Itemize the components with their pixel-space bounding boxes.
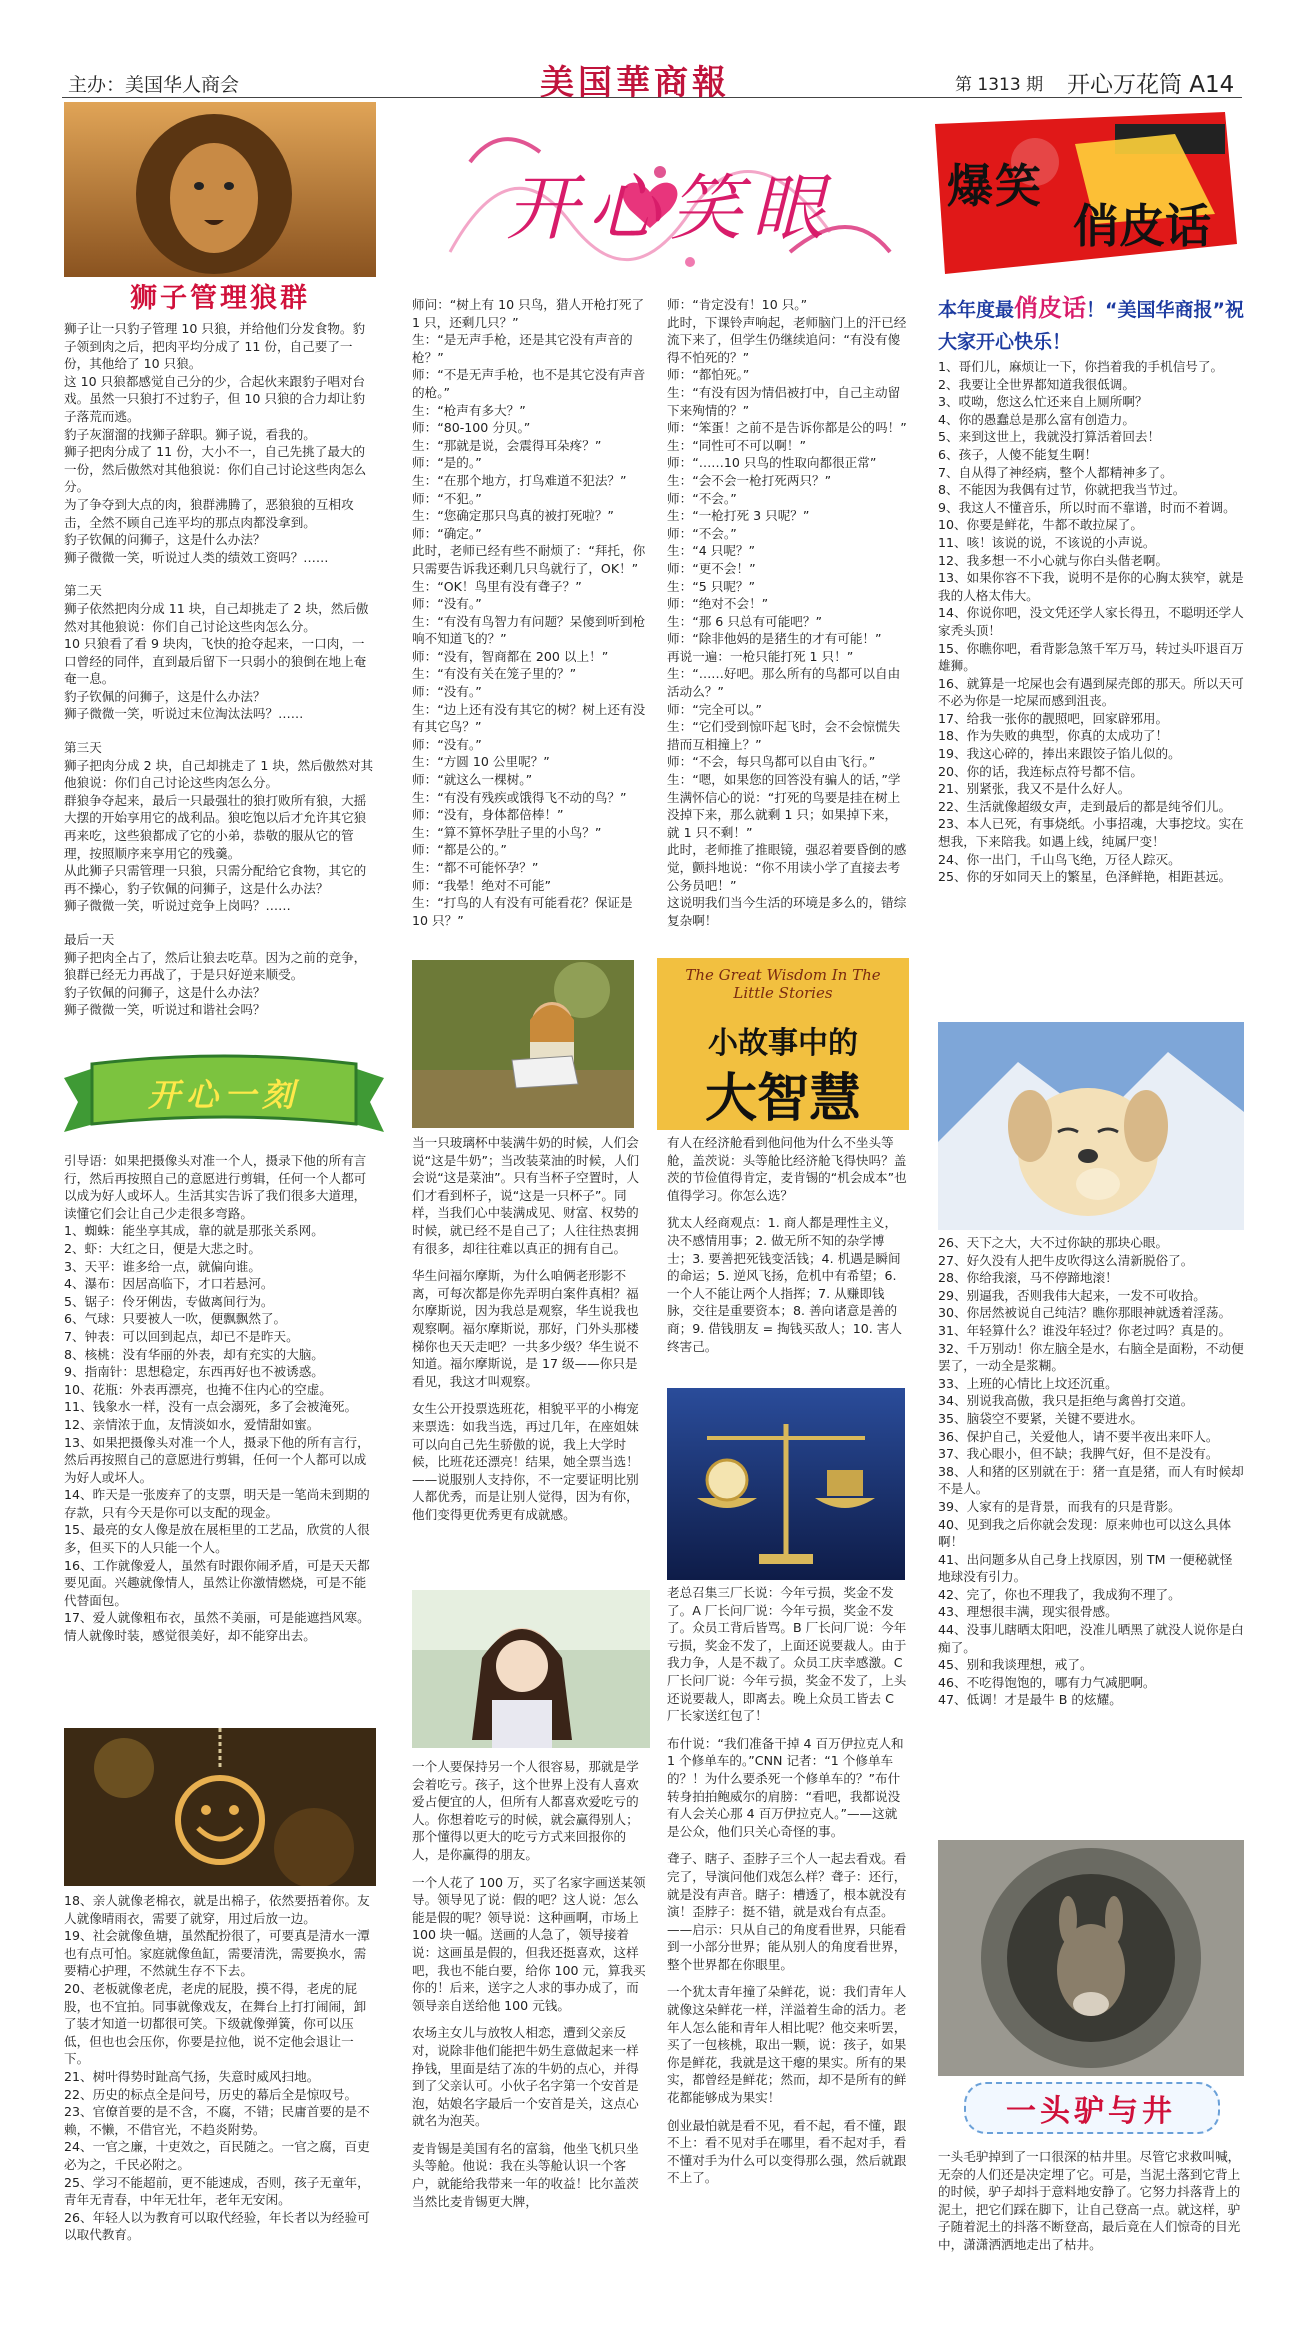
mid-stories-col2-top: 当一只玻璃杯中装满牛奶的时候，人们会说“这是牛奶”；当改装菜油的时候，人们会说“这是菜油”。只有当杯子空置时，人们才看到杯子，说“这是一只杯子”。同样，当我们心中装满成见、财富、权势的时候，就已经不是自己了；人往往热衷拥有很多，却往往难以真正的拥有自己。 华生问福尔摩斯，为什么咱俩老形影不离，可每次都是你先弄明白案件真相？福尔摩斯说，因为我总是观察，华生说我也观察啊。福尔摩斯说，那好，门外头那楼梯你也天天走吧？一共多少级？华生说不知道。福尔摩斯说，是 17 级——你只是看见，我这才叫观察。 女生公开投票选班花，相貌平平的小梅宠来票选：如我当选，再过几年，在座姐妹可以向自己先生骄傲的说，我上大学时候，比班花还漂亮！结果，她全票当选！——说服别人支持你，不一定要证明比别人都优秀，而是让别人觉得，因为有你，他们变得更优秀更有成就感。 bbox=[412, 1135, 640, 1522]
wisdom-banner-english: The Great Wisdom In The Little Stories bbox=[685, 966, 881, 1002]
naughty-words-badge bbox=[925, 104, 1243, 284]
mid-stories-col3-bottom: 老总召集三厂长说：今年亏损，奖金不发了。A 厂长问厂说：今年亏损，奖金不发了。众员工背后皆骂。B 厂长问厂说：今年亏损，奖金不发了，上面还说要裁人。由于我力争，人是不裁了。众员工庆幸感激。C 厂长问厂说：今年亏损，奖金不发了，上头还说要裁人，即离去。晚上众员工皆去 C 厂长家送红包了！ 布什说：“我们准备干掉 4 百万伊拉克人和 1 个修单车的。”CNN 记者：“1 个修单车的？！为什么要杀死一个修单车的？”布什转身拍拍鲍威尔的肩膀：“看吧，我都说没有人会关心那 4 百万伊拉克人。”——这就是公众，他们只关心奇怪的事。 聋子、瞎子、歪脖子三个人一起去看戏。看完了，导演问他们戏怎么样？聋子：还行，就是没有声音。瞎子：槽透了，根本就没有演！歪脖子：挺不错，就是戏台有点歪。——启示：只从自己的角度看世界，只能看到一小部分世界；能从别人的角度看世界，整个世界都在你眼里。 一个犹太青年撞了朵鲜花，说：我们青年人就像这朵鲜花一样，洋溢着生命的活力。老年人怎么能和青年人相比呢？他交来听罢，买了一包核桃，取出一颗，说：孩子，如果你是鲜花，我就是这干瘪的果实。所有的果实，都曾经是鲜花；然而，却不是所有的鲜花都能够成为果实！ 创业最怕就是看不见，看不起，看不懂，跟不上：看不见对手在哪里，看不起对手，看不懂对手为什么可以变得那么强，然后就跟不上了。 bbox=[667, 1585, 907, 2186]
lion-photo bbox=[64, 102, 376, 277]
donkey-story-title: 一头驴与井 bbox=[1006, 2094, 1176, 2129]
donkey-in-well-photo bbox=[938, 1840, 1244, 2076]
newspaper-masthead: 美国華商報 bbox=[540, 63, 730, 103]
donkey-story-text: 一头毛驴掉到了一口很深的枯井里。尽管它求救叫喊，无奈的人们还是决定埋了它。可是，当泥土落到它背上的时候，驴子却抖于意料地安静了。它努力抖落背上的泥土，把它们踩在脚下，让自己登高一点。就这样，驴子随着泥土的抖落不断登高，最后竟在人们惊奇的目光中，潇潇洒洒地走出了枯井。 bbox=[938, 2149, 1241, 2252]
smiley-pendant-photo bbox=[64, 1728, 376, 1886]
naughty-list-bottom: 26、天下之大，大不过你缺的那块心眼。 27、好久没有人把牛皮吹得这么清新脱俗了。 28、你给我滚，马不停蹄地滚！ 29、别逼我，否则我伟大起来，一发不可收拾。 30、你居然被说自己纯洁？瞧你那眼神就透着淫荡。 31、年轻算什么？谁没年轻过？你老过吗？真是的。 32、千万别动！你左脑全是水，右脑全是面粉，不动便罢了，一动全是浆糊。 33、上班的心情比上坟还沉重。 34、别说我高傲，我只是拒绝与禽兽打交道。 35、脑袋空不要紧，关键不要进水。 36、保护自己，关爱他人，请不要半夜出来吓人。 37、我心眼小，但不缺；我脾气好，但不是没有。 38、人和猪的区别就在于：猪一直是猪，而人有时候却不是人。 39、人家有的是背景，而我有的只是背影。 40、见到我之后你就会发现：原来帅也可以这么具体啊！ 41、出问题多从自己身上找原因，别 TM 一便秘就怪地球没有引力。 42、完了，你也不理我了，我成狗不理了。 43、理想很丰满，现实很骨感。 44、没事儿瞎晒太阳吧，没准儿晒黑了就没人说你是白痴了。 45、别和我谈理想，戒了。 46、不吃得饱饱的，哪有力气减肥啊。 47、低调！才是最牛 B 的炫耀。 bbox=[938, 1235, 1244, 1708]
wisdom-banner bbox=[657, 958, 909, 1130]
happy-eyes-banner bbox=[430, 102, 910, 282]
wisdom-banner-line1: 小故事中的 bbox=[708, 1026, 858, 1061]
badge-naughty-text: 俏皮话 bbox=[1073, 199, 1211, 253]
moment-list-top: 引导语：如果把摄像头对准一个人，摄录下他的所有言行，然后再按照自己的意愿进行剪辑，任何一个人都可以成为好人或坏人。生活其实告诉了我们很多大道理，读懂它们会让自己少走很多弯路。 1、蜘蛛：能坐享其成，靠的就是那张关系网。 2、虾：大红之日，便是大悲之时。 3、天平：谁多给一点，就偏向谁。 4、瀑布：因居高临下，才口若悬河。 5、锯子：伶牙俐齿，专做离间行为。 6、气球：只要被人一吹，便飘飘然了。 7、钟表：可以回到起点，却已不是昨天。 8、核桃：没有华丽的外表，却有充实的大脑。 9、指南针：思想稳定，东西再好也不被诱惑。 10、花瓶：外表再漂亮，也掩不住内心的空虚。 11、钱象水一样，没有一点会溺死，多了会被淹死。 12、亲情浓于血，友情淡如水，爱情甜如蜜。 13、如果把摄像头对准一个人，摄录下他的所有言行，然后再按照自己的意愿进行剪辑，任何一个人都可以成为好人或坏人。 14、昨天是一张废弃了的支票，明天是一笔尚未到期的存款，只有今天是你可以支配的现金。 15、最亮的女人像是放在展柜里的工艺品，欣赏的人很多，但买下的人只能一个人。 16、工作就像爱人，虽然有时跟你闹矛盾，可是天天都要见面。兴趣就像情人，虽然让你激情燃烧，可是不能代替面包。 17、爱人就像粗布衣，虽然不美丽，可是能遮挡风寒。情人就像时装，感觉很美好，却不能穿出去。 bbox=[64, 1153, 370, 1644]
moment-ribbon bbox=[64, 1050, 384, 1142]
section-title: 开心万花筒 A14 bbox=[1067, 72, 1235, 98]
badge-explode-text: 爆笑 bbox=[947, 159, 1043, 213]
wisdom-banner-line2: 大智慧 bbox=[704, 1069, 861, 1129]
naughty-list-top: 1、哥们儿，麻烦让一下，你挡着我的手机信号了。 2、我要让全世界都知道我很低调。 3、哎呦，您这么忙还来自上厕所啊？ 4、你的愚蠢总是那么富有创造力。 5、来到这世上，我就没打算活着回去！ 6、孩子，人傻不能复生啊！ 7、自从得了神经病，整个人都精神多了。 8、不能因为我偶有过节，你就把我当节过。 9、我这人不懂音乐，所以时而不靠谱，时而不着调。 10、你要是鲜花，牛都不敢拉屎了。 11、咳！该说的说，不该说的小声说。 12、我多想一不小心就与你白头偕老啊。 13、如果你容不下我，说明不是你的心胸太狭窄，就是我的人格太伟大。 14、你说你吧，没文凭还学人家长得丑，不聪明还学人家秃头顶！ 15、你瞧你吧，看背影急煞千军万马，转过头吓退百万雄狮。 16、就算是一坨屎也会有遇到屎壳郎的那天。所以天可不必为你是一坨屎而感到沮丧。 17、给我一张你的靓照吧，回家辟邪用。 18、作为失败的典型，你真的太成功了！ 19、我这心碎的，捧出来跟饺子馅儿似的。 20、你的话，我连标点符号都不信。 21、别紧张，我又不是什么好人。 22、生活就像超级女声，走到最后的都是纯爷们儿。 23、本人已死，有事烧纸。小事招魂，大事挖坟。实在想我，下来陪我。如遇上线，纯属尸变！ 24、你一出门，千山鸟飞绝，万径人踪灭。 25、你的牙如同天上的繁星，色泽鲜艳，相距甚远。 bbox=[938, 359, 1244, 885]
naughty-intro: 本年度最俏皮话！“美国华商报”祝大家开心快乐！ bbox=[938, 294, 1244, 353]
lion-story-text: 狮子让一只豹子管理 10 只狼，并给他们分发食物。豹子领到肉之后，把肉平均分成了 11 份，自己要了一份，其他给了 10 只狼。 这 10 只狼都感觉自己分的少，合起伙来跟豹子唱对台戏。虽然一只狼打不过豹子，但 10 只狼的合力却让豹子落荒而逃。 豹子灰溜溜的找狮子辞职。狮子说，看我的。 狮子把肉分成了 11 份，大小不一，自己先挑了最大的一份，然后傲然对其他狼说：你们自己讨论这些肉怎么分。 为了争夺到大点的肉，狼群沸腾了，恶狼狼的互相攻击，全然不顾自己连平均的那点肉都没拿到。 豹子钦佩的问狮子，这是什么办法？ 狮子微微一笑，听说过人类的绩效工资吗？…… 第二天 狮子依然把肉分成 11 块，自己却挑走了 2 块，然后傲然对其他狼说：你们自己讨论这些肉怎么分。 10 只狼看了看 9 块肉，飞快的抢夺起来，一口肉，一口曾经的同伴，直到最后留下一只弱小的狼倒在地上奄奄一息。 豹子钦佩的问狮子，这是什么办法？ 狮子微微一笑，听说过末位淘汰法吗？…… 第三天 狮子把肉分成 2 块，自己却挑走了 1 块，然后傲然对其他狼说：你们自己讨论这些肉怎么分。 群狼争夺起来，最后一只最强壮的狼打败所有狼，大摇大摆的开始享用它的战利品。狼吃饱以后才允许其它狼再来吃，这些狼都成了它的小弟，恭敬的服从它的管理，按照顺序来享用它的残羹。 从此狮子只需管理一只狼，只需分配给它食物，其它的再不操心，豹子钦佩的问狮子，这是什么办法？ 狮子微微一笑，听说过竞争上岗吗？…… 最后一天 狮子把肉全占了，然后让狼去吃草。因为之前的竞争，狼群已经无力再战了，于是只好逆来顺受。 豹子钦佩的问狮子，这是什么办法？ 狮子微微一笑，听说过和谐社会吗？ bbox=[64, 321, 374, 1018]
header-rule bbox=[62, 97, 1242, 98]
lion-story-title: 狮子管理狼群 bbox=[130, 283, 310, 314]
bird-hunt-story-part1: 师问：“树上有 10 只鸟，猎人开枪打死了 1 只，还剩几只？” 生：“是无声手枪，还是其它没有声音的枪？” 师：“不是无声手枪，也不是其它没有声音的枪。” 生：“枪声有多大？” 师：“80-100 分贝。” 生：“那就是说，会震得耳朵疼？” 师：“是的。” 生：“在那个地方，打鸟难道不犯法？” 师：“不犯。” 生：“您确定那只鸟真的被打死啦？” 师：“确定。” 此时，老师已经有些不耐烦了：“拜托，你只需要告诉我还剩几只鸟就行了，OK！” 生：“OK！鸟里有没有聋子？” 师：“没有。” 生：“有没有鸟智力有问题？呆傻到听到枪响不知道飞的？” 师：“没有，智商都在 200 以上！” 生：“有没有关在笼子里的？” 师：“没有。” 生：“边上还有没有其它的树？树上还有没有其它鸟？” 师：“没有。” 生：“方圆 10 公里呢？” 师：“就这么一棵树。” 生：“有没有残疾或饿得飞不动的鸟？” 师：“没有，身体都倍棒！” 生：“算不算怀孕肚子里的小鸟？” 师：“都是公的。” 生：“都不可能怀孕？” 师：“我晕！绝对不可能” 生：“打鸟的人有没有可能看花？保证是 10 只？” bbox=[412, 297, 646, 928]
issue-number: 第 1313 期 bbox=[955, 75, 1044, 95]
girl-reading-photo bbox=[412, 960, 634, 1128]
moment-title: 开心一刻 bbox=[147, 1076, 300, 1114]
publisher-label: 主办：美国华人商会 bbox=[68, 74, 240, 96]
mid-stories-col2-bottom: 一个人要保持另一个人很容易，那就是学会着吃亏。孩子，这个世界上没有人喜欢爱占便宜的人，但所有人都喜欢爱吃亏的人。你想着吃亏的时候，就会赢得别人；那个懂得以更大的吃亏方式来回报你的人，是你赢得的朋友。 一个人花了 100 万，买了名家字画送某领导。领导见了说：假的吧？这人说：怎么能是假的呢？领导说：这种画啊，市场上 100 块一幅。送画的人急了，领导接着说：这画虽是假的，但我还挺喜欢，这样吧，我也不能白要，给你 100 元，算我买你的！后来，送字之人求的事办成了，而领导亲自送给他 100 元钱。 农场主女儿与放牧人相恋，遭到父亲反对，说除非他们能把牛奶生意做起来一样挣钱，里面是结了冻的牛奶的点心，并得到了父亲认可。小伙子名字第一个安首是泡，姑娘名字最后一个安首是关，这点心就名为泡芙。 麦肯锡是美国有名的富翁，他坐飞机只坐头等舱。他说：我在头等舱认识一个客户，就能给我带来一年的收益！比尔盖茨当然比麦肯锡更大牌， bbox=[412, 1759, 646, 2209]
moment-list-bottom: 18、亲人就像老棉衣，就是出棉子，依然要捂着你。友人就像晴雨衣，需要了就穿，用过后放一边。 19、社会就像鱼塘，虽然配扮很了，可要真是清水一潭也有点可怕。家庭就像鱼缸，需要清洗，需要换水，需要精心护理，不然就生存不下去。 20、老板就像老虎，老虎的屁股，摸不得，老虎的屁股，也不宜拍。同事就像戏友，在舞台上打打闹闹，卸了装才知道一切都很可笑。下级就像弹簧，你可以压低，但也也会压你，你要是拉他，说不定他会退让一下。 21、树叶得势时趾高气扬，失意时威风扫地。 22、历史的标点全是问号，历史的幕后全是惊叹号。 23、官僚首要的是不含，不腐，不错；民庸首要的是不赖，不懒，不借官光，不趋炎附势。 24、一官之廉，十吏效之，百民随之。一官之腐，百吏必为之，千民必附之。 25、学习不能超前，更不能速成，否则，孩子无童年，青年无青春，中年无壮年，老年无安闲。 26、年轻人以为教育可以取代经验，年长者以为经验可以取代教育。 bbox=[64, 1893, 370, 2243]
banner-title: 开心笑眼 bbox=[505, 166, 834, 250]
scale-clock-money-photo bbox=[667, 1388, 905, 1580]
bird-hunt-story-part2: 师：“肯定没有！10 只。” 此时，下课铃声响起，老师脑门上的汗已经流下来了，但学生仍继续追问：“有没有傻得不怕死的？” 师：“都怕死。” 生：“有没有因为情侣被打中，自己主动留下来殉情的？” 师：“笨蛋！之前不是告诉你都是公的吗！” 生：“同性可不可以啊！” 师：“……10 只鸟的性取向都很正常” 生：“会不会一枪打死两只？” 师：“不会。” 生：“一枪打死 3 只呢？” 师：“不会。” 生：“4 只呢？” 师：“更不会！” 生：“5 只呢？” 师：“绝对不会！” 生：“那 6 只总有可能吧？” 师：“除非他妈的是猪生的才有可能！” 再说一遍：一枪只能打死 1 只！” 生：“……好吧。那么所有的鸟都可以自由活动么？” 师：“完全可以。” 生：“它们受到惊吓起飞时，会不会惊慌失措而互相撞上？” 师：“不会，每只鸟都可以自由飞行。” 生：“嗯，如果您的回答没有骗人的话，”学生满怀信心的说：“打死的鸟要是挂在树上没掉下来，那么就剩 1 只；如果掉下来，就 1 只不剩！” 此时，老师推了推眼镜，强忍着要昏倒的感觉，颤抖地说：“你不用读小学了直接去考公务员吧！” 这说明我们当今生活的环境是多么的，错综复杂啊！ bbox=[667, 297, 907, 928]
mid-stories-col3-top: 有人在经济舱看到他问他为什么不坐头等舱，盖茨说：头等舱比经济舱飞得快吗？盖茨的节俭值得肯定，麦肯锡的“机会成本”也值得学习。你怎么选？ 犹太人经商观点：1. 商人都是理性主义，决不感情用事；2. 做无所不知的杂学博士；3. 要善把死钱变活钱；4. 机遇是瞬间的命运；5. 逆风飞扬，危机中有希望；6. 一个人不能让两个人指挥；7. 从赚即钱脉，交往是重要资本；8. 善向诸意是善的商；9. 借钱朋友 = 掏钱买敌人；10. 害人终害己。 bbox=[667, 1135, 907, 1354]
young-woman-photo bbox=[412, 1590, 650, 1748]
laughing-puppy-photo bbox=[938, 1022, 1244, 1230]
